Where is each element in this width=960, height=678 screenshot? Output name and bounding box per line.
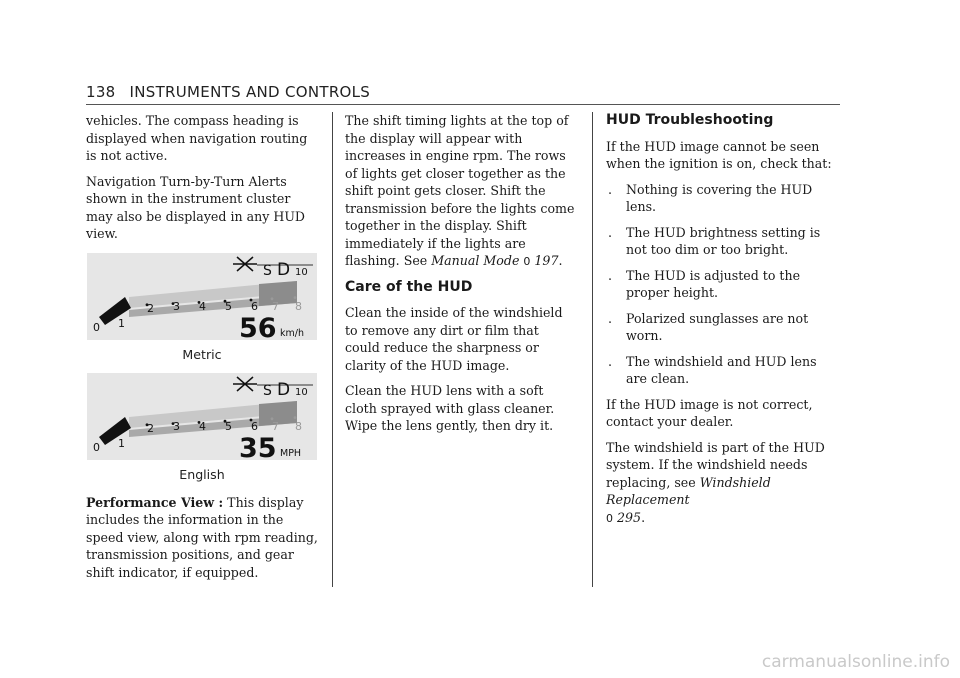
- section-title: INSTRUMENTS AND CONTROLS: [129, 83, 371, 101]
- paragraph-performance-view: [86, 494, 318, 582]
- list-item-text: The HUD brightness setting is not too dim or too bright.: [626, 224, 821, 257]
- paragraph-clean-lens: Clean the HUD lens with a soft cloth sprayed with glass cleaner. Wipe the lens gently, then dry it.: [345, 383, 555, 433]
- tach-dot: [294, 296, 297, 299]
- windshield-text: The windshield is part of the HUD system. If the windshield needs replacing, see: [606, 439, 825, 490]
- paragraph-shift-lights: [345, 112, 577, 271]
- page-ref-arrow: 0: [523, 255, 531, 268]
- gear-mode-label: S: [263, 383, 272, 399]
- tach-label: 1: [118, 316, 125, 330]
- performance-view-label: Performance View :: [86, 494, 224, 510]
- tach-label: 4: [199, 299, 206, 313]
- tach-label: 0: [93, 320, 100, 334]
- paragraph-windshield-replacement: [606, 439, 838, 528]
- speed-unit: MPH: [280, 448, 302, 459]
- gear-sub-label: 10: [295, 266, 308, 278]
- tach-label: 6: [251, 420, 258, 433]
- shift-light-icon: [233, 257, 257, 271]
- gear-sub-label: 10: [295, 387, 308, 398]
- tach-dot: [117, 304, 120, 307]
- windshield-replacement-page[interactable]: 295: [617, 509, 642, 525]
- checklist: [606, 181, 838, 388]
- paragraph-compass: vehicles. The compass heading is displayed when navigation routing is not active.: [86, 113, 308, 163]
- sentence-end: .: [558, 253, 563, 268]
- tach-label: 8: [295, 299, 302, 313]
- windshield-replacement-link[interactable]: Windshield Replacement: [606, 474, 771, 507]
- bullet-mark: .: [608, 224, 613, 240]
- tach-label: 8: [295, 420, 302, 433]
- shift-lights-text: The shift timing lights at the top of the display will appear with increases in engine rpm. The rows of lights get closer together as the shift point gets closer. Shift the transmission before the lights come together in the display. Shift immediately if the lights are flashing. See: [345, 113, 575, 268]
- tach-label: 2: [147, 301, 154, 315]
- list-item-text: Nothing is covering the HUD lens.: [626, 181, 813, 214]
- gear-label: D: [277, 380, 291, 400]
- column-2: [345, 112, 577, 443]
- tach-sweep: [99, 417, 131, 445]
- page-header: [86, 83, 370, 101]
- column-divider-2: [592, 112, 593, 587]
- hud-figure-metric: [87, 253, 317, 340]
- tach-label: 4: [199, 420, 206, 433]
- list-item-text: The HUD is adjusted to the proper height.: [626, 267, 801, 300]
- hud-display-english: [87, 373, 317, 460]
- performance-view-text: This display includes the information in the speed view, along with rpm reading, transmission positions, and gear shift indicator, if equipped.: [86, 494, 318, 580]
- list-item: [606, 310, 838, 345]
- tach-dot: [117, 425, 120, 428]
- paragraph-nav-alerts: Navigation Turn-by-Turn Alerts shown in the instrument cluster may also be displayed in any HUD view.: [86, 173, 306, 241]
- page-number: 138: [86, 83, 116, 101]
- figure-caption-metric: Metric: [182, 346, 222, 362]
- tach-label: 6: [251, 299, 258, 313]
- list-item-text: The windshield and HUD lens are clean.: [626, 353, 817, 386]
- tach-label: 1: [118, 437, 125, 450]
- tach-label: 3: [173, 420, 180, 433]
- list-item: [606, 181, 838, 216]
- column-divider-1: [332, 112, 333, 587]
- page-ref-arrow: 0: [606, 511, 613, 525]
- bullet-mark: .: [608, 353, 613, 369]
- list-item: [606, 224, 838, 259]
- hud-figure-english: [87, 373, 317, 460]
- column-1: [86, 112, 318, 589]
- gear-label: D: [277, 259, 291, 280]
- speed-value: 35: [239, 433, 277, 460]
- manual-mode-page[interactable]: 197: [534, 253, 559, 268]
- hud-display-metric: [87, 253, 317, 340]
- tach-label: 7: [272, 299, 279, 313]
- tach-label: 7: [272, 420, 279, 433]
- tach-label: 5: [225, 299, 232, 313]
- speed-unit: km/h: [280, 327, 304, 339]
- tach-label: 5: [225, 420, 232, 433]
- shift-light-icon: [233, 377, 257, 391]
- tach-label: 0: [93, 441, 100, 454]
- bullet-mark: .: [608, 267, 613, 283]
- speed-value: 56: [239, 312, 277, 340]
- watermark: carmanualsonline.info: [761, 652, 950, 672]
- list-item-text: Polarized sunglasses are not worn.: [626, 310, 809, 343]
- sentence-end: .: [641, 509, 646, 525]
- bullet-mark: .: [608, 181, 613, 197]
- column-3: [606, 112, 838, 535]
- tach-dot: [294, 416, 297, 419]
- list-item: [606, 267, 838, 302]
- header-rule: [86, 104, 840, 105]
- tach-label: 3: [173, 299, 180, 313]
- figure-caption-english: English: [179, 467, 225, 482]
- tach-label: 2: [147, 422, 154, 435]
- heading-hud-troubleshooting: HUD Troubleshooting: [606, 112, 774, 128]
- heading-care-of-hud: Care of the HUD: [345, 278, 473, 295]
- tach-sweep: [99, 297, 131, 325]
- paragraph-contact-dealer: If the HUD image is not correct, contact your dealer.: [606, 396, 813, 429]
- paragraph-clean-windshield: Clean the inside of the windshield to remove any dirt or film that could reduce the sharpness or clarity of the HUD image.: [345, 305, 563, 373]
- paragraph-check-intro: If the HUD image cannot be seen when the ignition is on, check that:: [606, 138, 832, 171]
- gear-mode-label: S: [263, 262, 272, 279]
- manual-mode-link[interactable]: Manual Mode: [431, 253, 520, 268]
- list-item: [606, 353, 838, 388]
- bullet-mark: .: [608, 310, 613, 326]
